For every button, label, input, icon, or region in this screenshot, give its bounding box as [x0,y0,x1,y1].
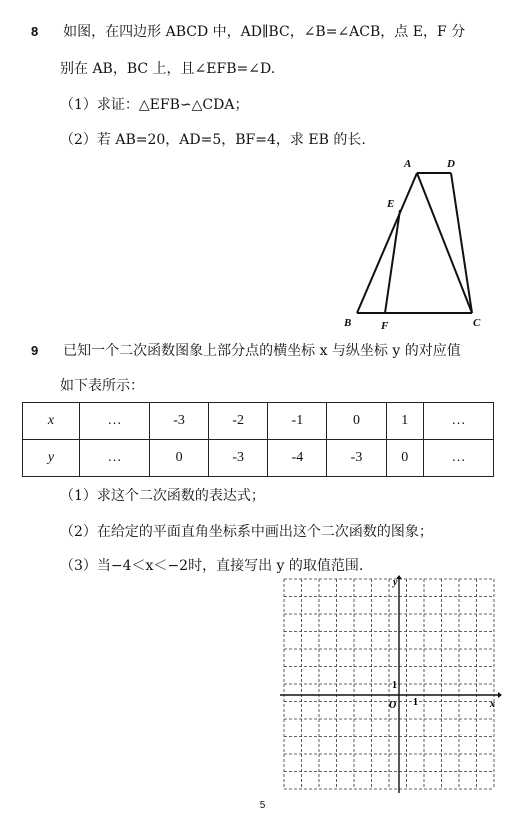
label-e: E [387,198,395,210]
table-cell: 1 [386,403,423,440]
table-cell: -3 [327,440,386,477]
y-unit-label: 1 [392,680,397,691]
label-f: F [381,320,389,332]
label-a: A [404,158,412,170]
table-cell: … [423,440,493,477]
table-cell: 0 [150,440,209,477]
table-cell: -1 [268,403,327,440]
table-row-y [23,440,494,477]
q18-part2: （2）若 AB=20，AD=5，BF=4，求 EB 的长. [60,132,366,148]
value-table [22,402,494,477]
table-cell: -3 [209,440,268,477]
page-number: 5 [259,800,266,811]
trapezoid-figure [335,155,495,335]
table-cell: -3 [150,403,209,440]
segment-ab [357,173,417,313]
segment-ac [417,173,472,313]
table-cell: … [80,440,150,477]
y-axis-label: y [393,577,398,588]
label-b: B [344,317,352,329]
table-row-x [23,403,494,440]
q18-text-line2: 别在 AB，BC 上，且∠EFB=∠D. [60,61,276,77]
origin-label: O [389,700,397,711]
table-cell: 0 [327,403,386,440]
x-axis-label: x [490,699,495,710]
coordinate-grid [280,575,502,795]
q19-line1 [31,341,461,361]
q19-part1: （1）求这个二次函数的表达式； [60,488,265,504]
q18-part1: （1）求证：△EFB∽△CDA； [60,97,249,113]
segment-ef [385,210,400,313]
q19-part2: （2）在给定的平面直角坐标系中画出这个二次函数的图象； [60,524,433,540]
q19-part3: （3）当−4＜x＜−2时，直接写出 y 的取值范围. [60,558,364,574]
q18-text-line1: 如图，在四边形 ABCD 中，AD∥BC，∠B=∠ACB，点 E，F 分 [63,24,466,40]
label-d: D [447,158,455,170]
x-axis-arrow [498,692,502,698]
table-cell: 0 [386,440,423,477]
q18-number: 8 [31,24,39,39]
table-cell: -4 [268,440,327,477]
table-cell: y [23,440,80,477]
segment-dc [451,173,472,313]
x-unit-label: 1 [413,697,418,708]
q19-text-line2: 如下表所示： [60,378,144,394]
table-cell: x [23,403,80,440]
q19-number: 9 [31,343,39,358]
table-cell: … [423,403,493,440]
table-cell: -2 [209,403,268,440]
label-c: C [473,317,481,329]
q18-line1 [31,22,465,42]
q19-text-line1: 已知一个二次函数图象上部分点的横坐标 x 与纵坐标 y 的对应值 [63,343,461,359]
table-cell: … [80,403,150,440]
